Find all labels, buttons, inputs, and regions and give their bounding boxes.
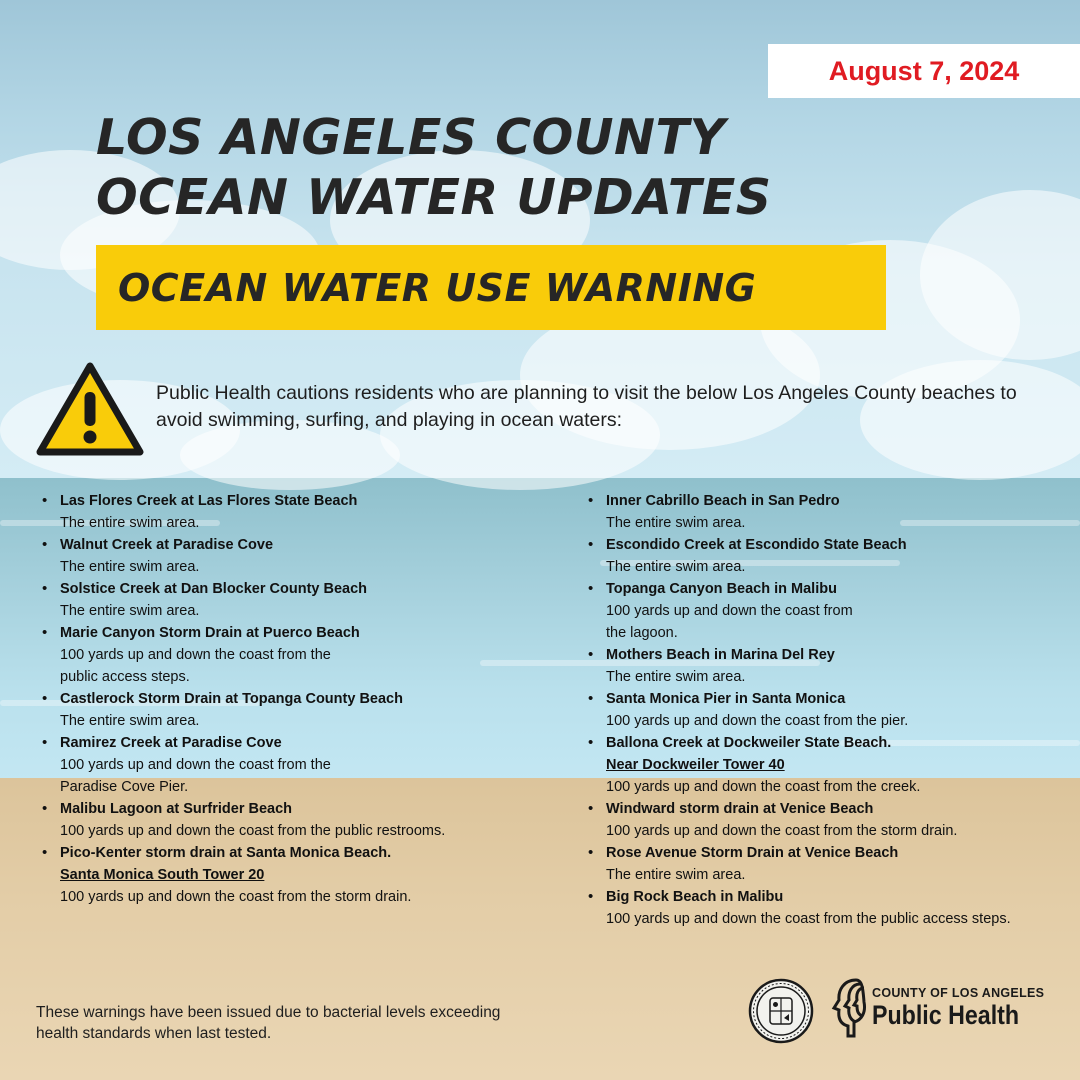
- beach-list-item: [40, 798, 560, 842]
- county-seal-icon: [748, 978, 814, 1044]
- footer-note: These warnings have been issued due to bacterial levels exceeding health standards when last tested.: [36, 1004, 501, 1042]
- beach-name: • Solstice Creek at Dan Blocker County Beach: [60, 581, 368, 597]
- beach-name: • Castlerock Storm Drain at Topanga County Beach: [60, 691, 403, 707]
- beach-area-description: The entire swim area.: [60, 713, 200, 729]
- beach-list-item: [586, 644, 1066, 688]
- beach-name: • Big Rock Beach in Malibu: [606, 889, 784, 905]
- beach-list-item: [40, 578, 560, 622]
- beach-area-description: 100 yards up and down the coast from the public access steps.: [60, 647, 331, 685]
- warning-triangle-icon: [36, 362, 144, 458]
- beach-name: • Topanga Canyon Beach in Malibu: [606, 581, 837, 597]
- beach-area-description: 100 yards up and down the coast from the public restrooms.: [60, 823, 446, 839]
- beach-tower-link[interactable]: Near Dockweiler Tower 40: [606, 757, 785, 773]
- beach-list-item: [40, 842, 560, 908]
- beach-name: • Pico-Kenter storm drain at Santa Monica Beach.: [60, 845, 392, 861]
- beach-name: • Escondido Creek at Escondido State Beach: [606, 537, 907, 553]
- beach-name: • Walnut Creek at Paradise Cove: [60, 537, 274, 553]
- beach-list-item: [586, 490, 1066, 534]
- beach-area-description: 100 yards up and down the coast from the storm drain.: [60, 889, 412, 905]
- beach-tower-link[interactable]: Santa Monica South Tower 20: [60, 867, 265, 883]
- beach-area-description: 100 yards up and down the coast from the pier.: [606, 713, 909, 729]
- beach-area-description: The entire swim area.: [606, 867, 746, 883]
- intro-text: Public Health cautions residents who are planning to visit the below Los Angeles County beaches to avoid swimming, surfing, and playing in ocean waters:: [156, 382, 1017, 431]
- headline: [96, 108, 996, 228]
- beach-area-description: The entire swim area.: [60, 559, 200, 575]
- beach-area-description: 100 yards up and down the coast from the creek.: [606, 779, 921, 795]
- beach-list-item: [586, 578, 1066, 644]
- beach-area-description: The entire swim area.: [60, 603, 200, 619]
- beach-area-description: The entire swim area.: [606, 669, 746, 685]
- beach-area-description: 100 yards up and down the coast from the lagoon.: [606, 603, 853, 641]
- beach-list-item: [40, 534, 560, 578]
- beach-area-description: The entire swim area.: [606, 515, 746, 531]
- beach-area-description: The entire swim area.: [606, 559, 746, 575]
- beach-list-item: [586, 842, 1066, 886]
- beach-area-description: 100 yards up and down the coast from the Paradise Cove Pier.: [60, 757, 331, 795]
- beach-area-description: 100 yards up and down the coast from the storm drain.: [606, 823, 958, 839]
- headline-line-1: LOS ANGELES COUNTY: [96, 109, 726, 166]
- beach-name: • Inner Cabrillo Beach in San Pedro: [606, 493, 840, 509]
- beach-list-item: [40, 688, 560, 732]
- beach-list-item: [40, 732, 560, 798]
- beach-list-left: [40, 490, 560, 908]
- beach-name: • Las Flores Creek at Las Flores State Beach: [60, 493, 358, 509]
- beach-name: • Windward storm drain at Venice Beach: [606, 801, 874, 817]
- beach-list-item: [586, 732, 1066, 798]
- date-box: [768, 44, 1080, 98]
- beach-name: • Marie Canyon Storm Drain at Puerco Beach: [60, 625, 360, 641]
- beach-name: • Mothers Beach in Marina Del Rey: [606, 647, 835, 663]
- beach-name: • Santa Monica Pier in Santa Monica: [606, 691, 846, 707]
- beach-list-item: [586, 886, 1066, 930]
- headline-line-2: OCEAN WATER UPDATES: [96, 169, 772, 226]
- org-name-small: COUNTY OF LOS ANGELES: [872, 986, 1045, 1000]
- beach-list-right: [586, 490, 1066, 930]
- beach-area-description: The entire swim area.: [60, 515, 200, 531]
- beach-list-item: [40, 490, 560, 534]
- beach-list-item: [586, 688, 1066, 732]
- warning-banner-text: OCEAN WATER USE WARNING: [118, 265, 757, 310]
- beach-list-item: [586, 534, 1066, 578]
- beach-name: • Malibu Lagoon at Surfrider Beach: [60, 801, 293, 817]
- beach-name: • Ramirez Creek at Paradise Cove: [60, 735, 282, 751]
- beach-list-item: [586, 798, 1066, 842]
- warning-banner: [96, 245, 886, 330]
- date-label: August 7, 2024: [828, 55, 1020, 86]
- org-name-large: Public Health: [872, 1000, 1020, 1030]
- beach-name: • Ballona Creek at Dockweiler State Beach.: [606, 735, 892, 751]
- beach-name: • Rose Avenue Storm Drain at Venice Beach: [606, 845, 899, 861]
- beach-area-description: 100 yards up and down the coast from the public access steps.: [606, 911, 1011, 927]
- beach-list-item: [40, 622, 560, 688]
- public-health-profiles-icon: [826, 976, 872, 1040]
